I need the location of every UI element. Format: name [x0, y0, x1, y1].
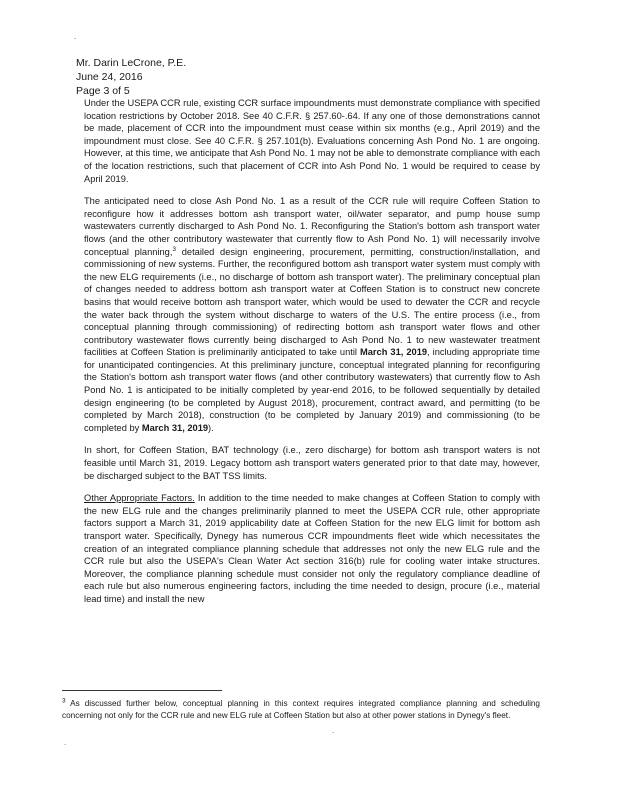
date-line: June 24, 2016 — [76, 71, 143, 83]
recipient-line: Mr. Darin LeCrone, P.E. — [76, 57, 187, 69]
paragraph-bat-summary: In short, for Coffeen Station, BAT technology (i.e., zero discharge) for bottom ash transport waters is not feasible until March 31, 2019. Legacy bottom ash transport waters generated prior to that date may, however, be discharged subject to the BAT TSS limits. — [84, 445, 540, 481]
paragraph-location-restrictions: Under the USEPA CCR rule, existing CCR surface impoundments must demonstrate compliance with specified location restrictions by October 2018. See 40 C.F.R. § 257.60-.64. If any one of those demonstrations cannot be made, placement of CCR into the impoundment must cease within six months (e.g., April 2019) and the impoundment must close. See 40 C.F.R. § 257.101(b). Evaluations concerning Ash Pond No. 1 are ongoing. However, at this time, we anticipate that Ash Pond No. 1 may not be able to demonstrate compliance with each of the location restrictions, such that placement of CCR into Ash Pond No. 1 would be required to cease by April 2019. — [84, 98, 540, 184]
paragraph-other-factors — [84, 492, 540, 605]
footnote-text: As discussed further below, conceptual planning in this context requires integrated compliance planning and scheduling concerning not only for the CCR rule and new ELG rule at Coffeen Station but also at other power stations in Dynegy's fleet. — [62, 699, 540, 720]
p2-text-2: detailed design engineering, procurement, permitting, construction/installation, and commissioning of new systems. Further, the reconfigured bottom ash transport water system must comply with the new ELG requirements (i.e., no discharge of bottom ash transport water). The preliminary conceptual plan of changes needed to address bottom ash transport water at Coffeen Station is to construct new concrete basins that would receive bottom ash transport water, which would be used to dewater the CCR and recycle the water back through the system without discharge to waters of the U.S. The entire process (i.e., from conceptual planning through commissioning) of redirecting bottom ash transport water flows and other contributory wastewater flows currently being discharged to Ash Pond No. 1 to new wastewater treatment facilities at Coffeen Station is preliminarily anticipated to take until — [84, 246, 541, 358]
page-number: Page 3 of 5 — [76, 85, 130, 97]
scan-speck: . — [64, 738, 67, 747]
p2-text-4: ). — [208, 422, 214, 433]
footnote-reference: 3 — [172, 245, 177, 253]
scan-speck: . — [332, 726, 335, 735]
paragraph-ash-pond-closure — [84, 195, 540, 434]
p2-text-3: , including appropriate time for unanticipated contingencies. At this preliminary juncture, conceptual integrated planning for reconfiguring the Station's bottom ash transport water flows (and other contributory wastewaters) that currently flow to Ash Pond No. 1 is anticipated to be initially completed by year-end 2016, to be followed sequentially by detailed design engineering (to be completed by August 2018), procurement, contract award, and permitting (to be completed by March 2018), construction (to be completed by January 2019) and commissioning (to be completed by — [84, 347, 540, 433]
footnote-number: 3 — [62, 697, 66, 705]
letter-body — [84, 97, 540, 616]
footnote-divider — [62, 690, 222, 691]
deadline-date-1: March 31, 2019 — [360, 347, 428, 358]
letter-header — [76, 56, 186, 98]
scan-speck: . — [74, 32, 77, 41]
footnote — [62, 698, 540, 721]
p2-text-1: The anticipated need to close Ash Pond No. 1 as a result of the CCR rule will require Coffeen Station to reconfigure how it addresses bottom ash transport water, oil/water separator, and pump house sump wastewaters currently discharged to Ash Pond No. 1. Reconfiguring the Station's bottom ash transport water flows (and the other contributory wastewater that currently flow to Ash Pond No. 1) will necessarily involve conceptual planning, — [84, 196, 540, 257]
p4-text: In addition to the time needed to make changes at Coffeen Station to comply with the new ELG rule and the changes preliminarily planned to meet the USEPA CCR rule, other appropriate factors support a March 31, 2019 applicability date at Coffeen Station for the new ELG limit for bottom ash transport water. Specifically, Dynegy has numerous CCR impoundments fleet wide which necessitates the creation of an integrated compliance planning schedule that addresses not only the new ELG rule and the CCR rule but also the USEPA's Clean Water Act section 316(b) rule for cooling water intake structures. Moreover, the compliance planning schedule must consider not only the regulatory compliance deadline of each rule but also numerous engineering factors, including the time needed to design, procure (i.e., material lead time) and install the new — [84, 493, 540, 604]
deadline-date-2: March 31, 2019 — [141, 422, 209, 433]
section-heading-other-factors: Other Appropriate Factors. — [84, 493, 195, 504]
